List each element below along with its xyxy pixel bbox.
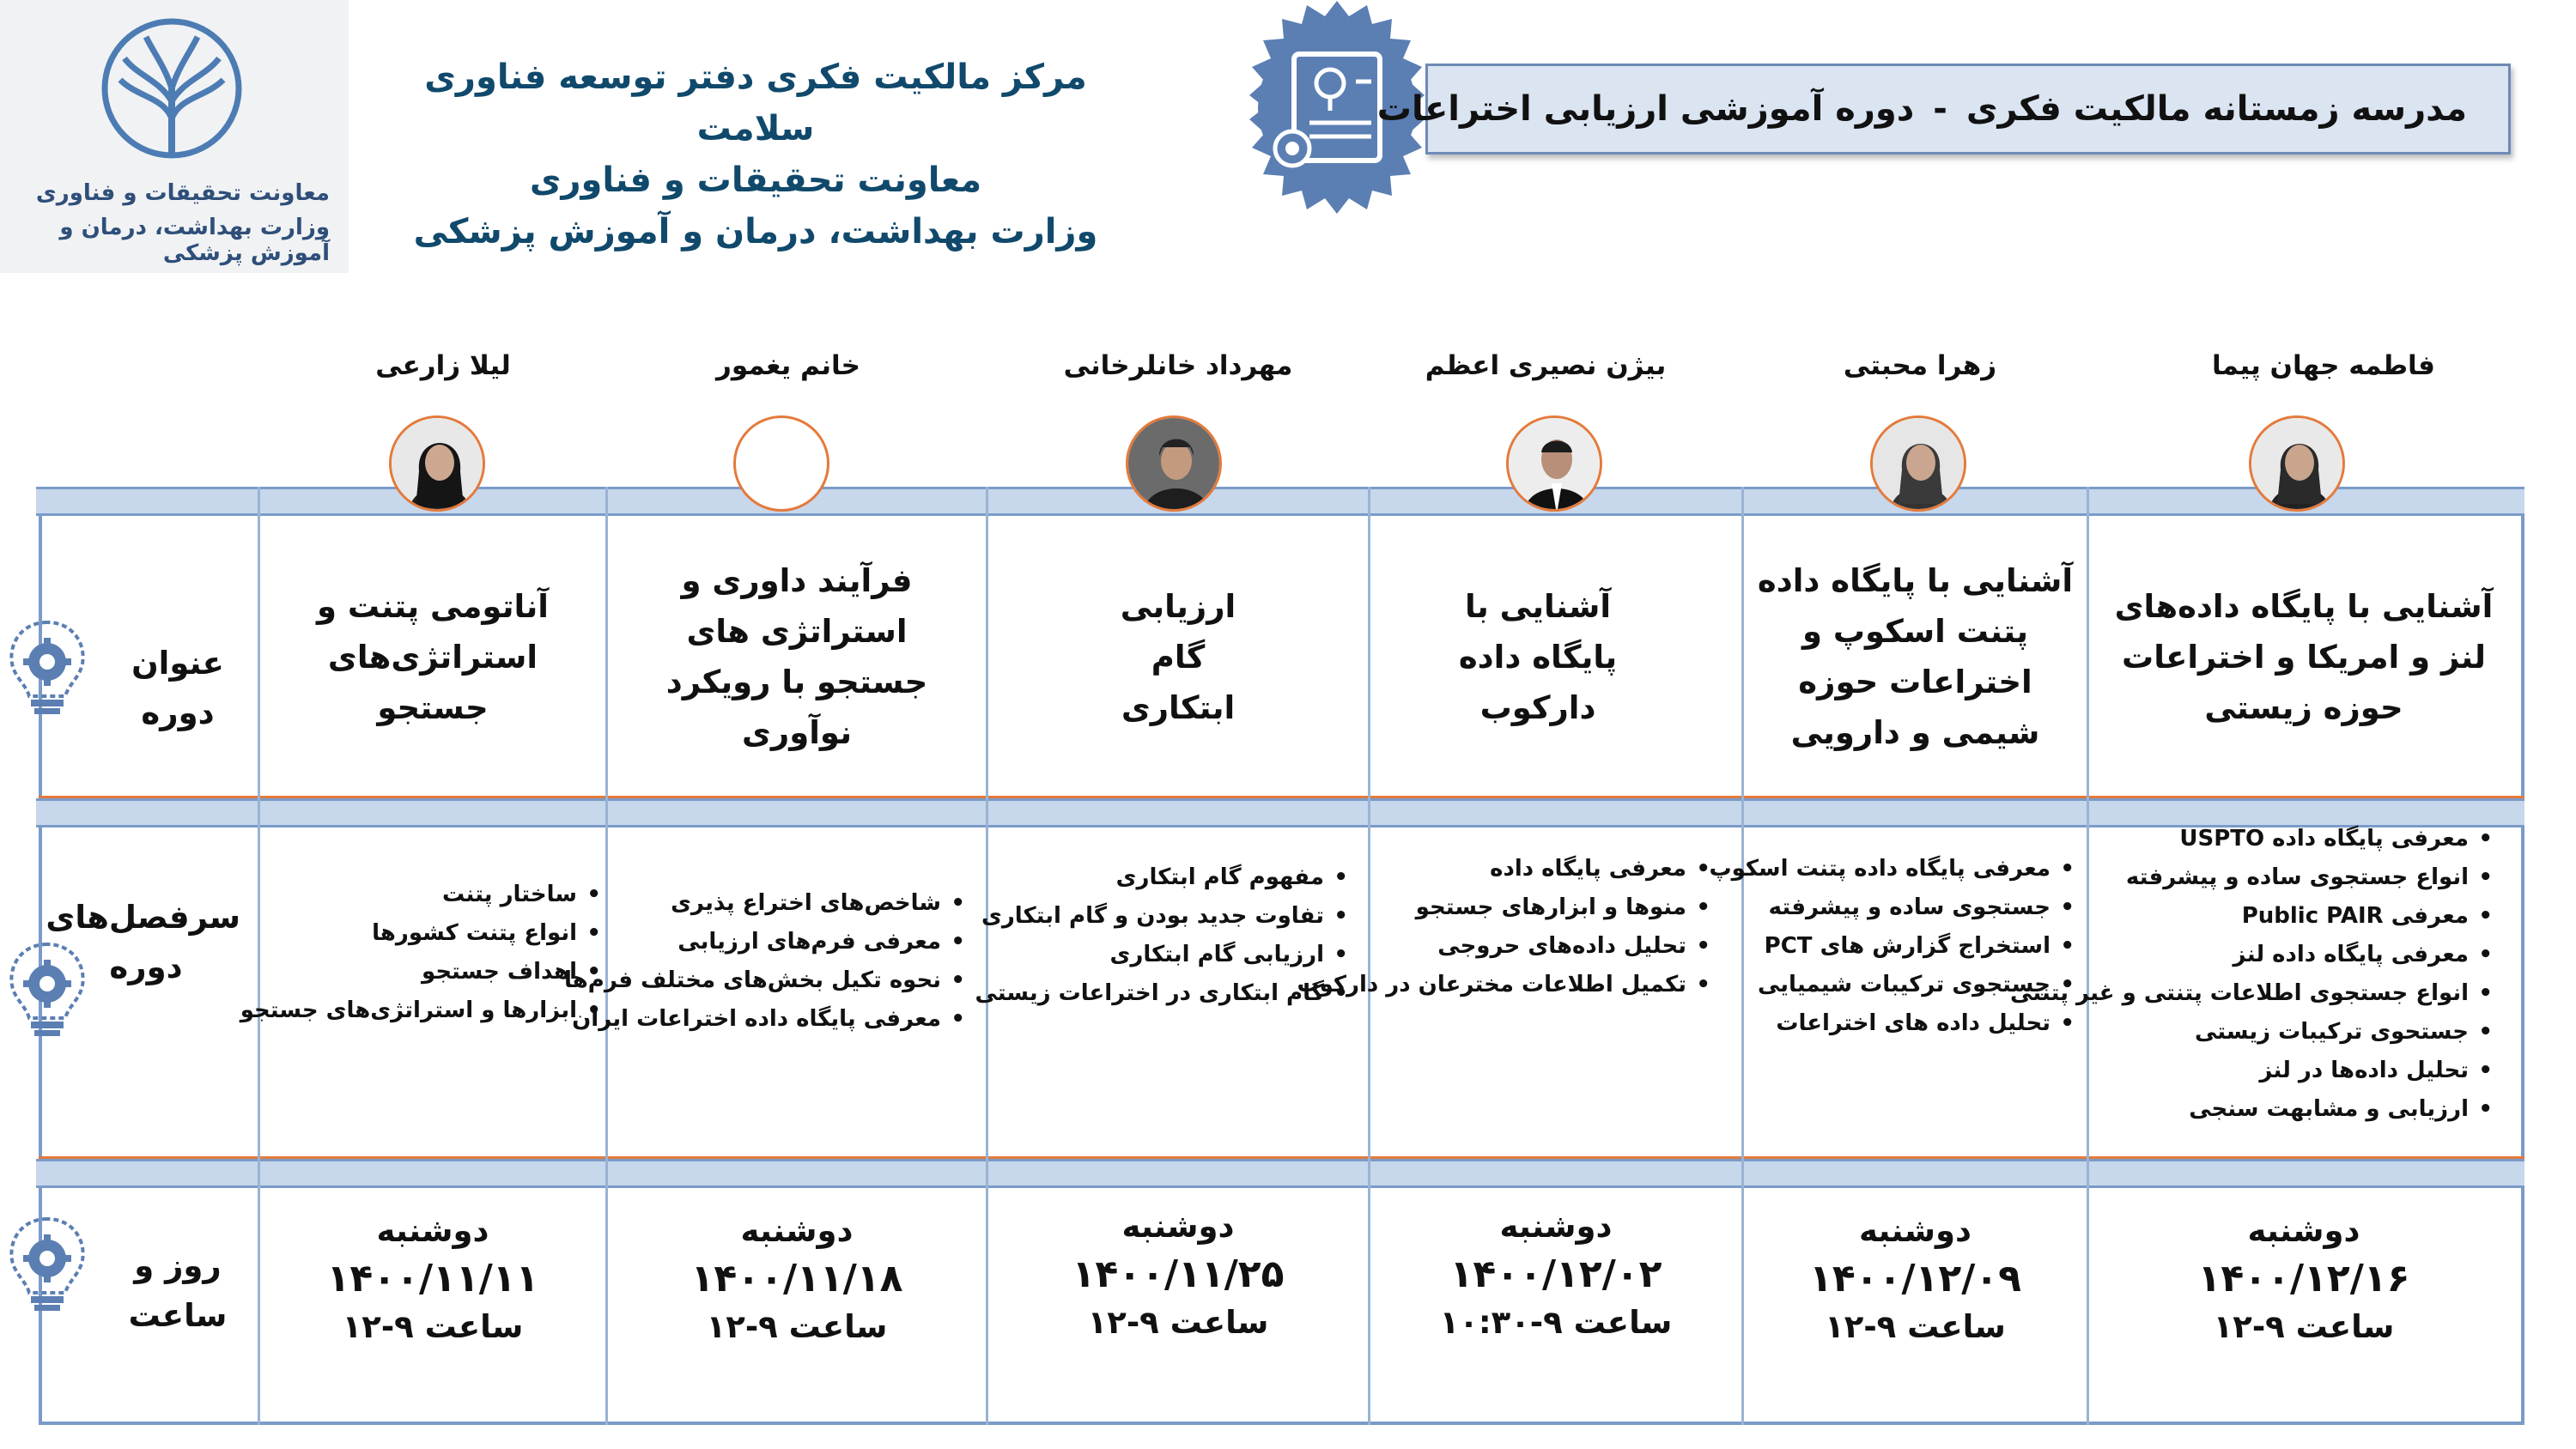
org-line-2: معاونت تحقیقات و فناوری [529, 161, 982, 200]
banner-text [1377, 66, 2467, 152]
banner-separator: - [1933, 89, 1947, 129]
topics-cell [2010, 820, 2493, 1129]
topic-item: • معرفی پایگاه داده [1365, 850, 1686, 888]
topic-item: • استخراج گزارش های PCT [1748, 927, 2050, 966]
topic-item: • معرفی فرم‌های ارزیابی [611, 923, 941, 961]
org-line-3: وزارت بهداشت، درمان و آموزش پزشکی [413, 212, 1098, 252]
topic-item: • تحلیل داده های اختراعات [1748, 1004, 2050, 1043]
instructor-name: بیژن نصیری اعظم [1425, 350, 1667, 381]
topics-cell [1709, 850, 2075, 1043]
instructor-photo [389, 415, 485, 512]
topic-item: • گام ابتکاری در اختراعات زیستی [987, 974, 1324, 1013]
topic-item: • جستجوی ساده و پیشرفته [1748, 888, 2050, 927]
topic-item: • تحلیل داده‌های حروجی [1365, 927, 1686, 966]
idea-gear-icon [0, 614, 94, 717]
topic-item: • ارزیابی و مشابهت سنجی [2089, 1090, 2469, 1129]
section-divider-band [36, 1159, 2524, 1188]
idea-gear-icon [0, 1210, 94, 1313]
session-time: ساعت ۹-۱۲ [2213, 1308, 2395, 1345]
session-date: ۱۴۰۰/۱۱/۲۵ [1072, 1252, 1285, 1296]
instructor-name: زهرا محبتی [1843, 350, 1997, 381]
instructor-photo-placeholder [733, 415, 829, 512]
schedule-cell [260, 1193, 605, 1365]
schedule-cell [608, 1193, 986, 1365]
instructor-name: مهرداد خانلرخانی [1063, 350, 1293, 381]
instructor-photo [1506, 415, 1602, 512]
instructor-name: لیلا زارعی [375, 350, 511, 381]
topic-item: • انواع پتنت کشورها [283, 914, 577, 953]
topic-item: • معرفی پایگاه داده پتنت اسکوپ [1748, 850, 2050, 888]
instructor-name: فاطمه جهان پیما [2212, 350, 2435, 381]
schedule-cell [1744, 1193, 2087, 1365]
topics-list [975, 858, 1348, 1013]
topic-item: • معرفی Public PAIR [2089, 897, 2469, 936]
topic-item: • تحلیل داده‌ها در لنز [2089, 1052, 2469, 1090]
course-title-cell: آشنایی با پایگاه داده دارکوب [1458, 587, 1618, 726]
session-day: دوشنبه [1499, 1208, 1613, 1245]
session-time: ساعت ۹-۱۲ [706, 1308, 888, 1345]
banner-school-name: مدرسه زمستانه مالکیت فکری [1965, 89, 2467, 129]
topics-list [1709, 850, 2075, 1043]
org-line-1: مرکز مالکیت فکری دفتر توسعه فناوری سلامت [424, 58, 1087, 149]
schedule-cell [988, 1189, 1368, 1361]
topic-item: • ساختار پتنت [283, 876, 577, 914]
session-time: ساعت ۹-۱۲ [1825, 1308, 2006, 1345]
topics-list [240, 876, 601, 1030]
course-title-cell: آشنایی با پایگاه داده پتنت اسکوپ و اختراعات حوزه شیمی و دارویی [1757, 562, 2074, 751]
topic-item: • جستحوی ترکیبات زیستی [2089, 1013, 2469, 1052]
session-date: ۱۴۰۰/۱۲/۰۹ [1809, 1257, 2021, 1300]
orange-divider [39, 796, 2524, 798]
topic-item: • معرفی پایگاه داده اختراعات ایران [611, 1000, 941, 1039]
row-label-schedule: روز و ساعت [128, 1247, 228, 1334]
topic-item: • ابزارها و استراتژی‌های جستجو [283, 991, 577, 1030]
logo-text-line2: وزارت بهداشت، درمان و آموزش پزشکی [59, 215, 330, 266]
topic-item: • اهداف جستجو [283, 953, 577, 991]
topic-item: • مفهوم گام ابتکاری [987, 858, 1324, 897]
course-title-cell: فرآیند داوری و استراتژی های جستجو با رویکرد نوآوری [665, 562, 928, 751]
topic-item: • شاخص‌های اختراع پذیری [611, 884, 941, 923]
course-title-cell: آشنایی با پایگاه داده‌های لنز و امریکا و اختراعات حوزه زیستی [2114, 587, 2494, 726]
organization-logo [0, 0, 349, 273]
topic-item: • منوها و ابزارهای جستجو [1365, 888, 1686, 927]
course-title-cell: ارزیابی گام ابتکاری [1120, 587, 1236, 726]
topic-item: • تکمیل اطلاعات مخترعان در دارکوب [1365, 966, 1686, 1004]
topics-cell [1297, 850, 1710, 1004]
session-day: دوشنبه [2247, 1212, 2360, 1249]
topic-item: • انواع جستجوی اطلاعات پتنتی و غیر پتنتی [2089, 974, 2469, 1013]
course-title-banner [1376, 64, 2511, 155]
topic-item: • انواع جستجوی ساده و پیشرفته [2089, 858, 2469, 897]
banner-course-name: دوره آموزشی ارزیابی اختراعات [1376, 89, 1915, 129]
session-day: دوشنبه [1121, 1208, 1235, 1245]
topics-cell [563, 884, 965, 1039]
session-time: ساعت ۹-۱۲ [342, 1308, 524, 1345]
course-title-cell: آناتومی پتنت و استراتژی‌های جستجو [317, 587, 549, 726]
instructor-name: خانم یغمور [716, 350, 860, 381]
session-date: ۱۴۰۰/۱۱/۱۱ [326, 1257, 539, 1300]
session-day: دوشنبه [1858, 1212, 1972, 1249]
instructor-photo [1870, 415, 1966, 512]
session-date: ۱۴۰۰/۱۲/۱۶ [2197, 1257, 2410, 1300]
instructor-photo [2249, 415, 2345, 512]
session-time: ساعت ۹-۱۲ [1087, 1304, 1269, 1341]
topics-cell [975, 858, 1348, 1013]
instructor-photo [1126, 415, 1222, 512]
organization-heading [369, 52, 1142, 258]
session-date: ۱۴۰۰/۱۲/۰۲ [1449, 1252, 1662, 1296]
schedule-cell [2089, 1193, 2518, 1365]
topic-item: • معرفی پایگاه داده USPTO [2089, 820, 2469, 858]
topics-list [1297, 850, 1710, 1004]
session-day: دوشنبه [740, 1212, 854, 1249]
topic-item: • تفاوت جدید بودن و گام ابتکاری [987, 897, 1324, 936]
topic-item: • نحوه تکیل بخش‌های مختلف فرم‌ها [611, 961, 941, 1000]
topic-item: • ارزیابی گام ابتکاری [987, 936, 1324, 974]
session-day: دوشنبه [376, 1212, 489, 1249]
topics-cell [240, 876, 601, 1030]
session-time: ساعت ۹-۱۰:۳۰ [1439, 1304, 1673, 1341]
topics-list [2010, 820, 2493, 1129]
topics-list [563, 884, 965, 1039]
row-label-topics: سرفصل‌های دوره [46, 899, 240, 985]
row-label-course-title: عنوان دوره [131, 645, 224, 731]
logo-text-line1: معاونت تحقیقات و فناوری [35, 180, 330, 206]
schedule-cell [1370, 1189, 1741, 1361]
session-date: ۱۴۰۰/۱۱/۱۸ [690, 1257, 903, 1300]
tree-logo-icon [86, 15, 258, 161]
orange-divider [39, 1156, 2524, 1159]
topic-item: • جستجوی ترکیبات شیمیایی [1748, 966, 2050, 1004]
topic-item: • معرفی پایگاه داده لنز [2089, 936, 2469, 974]
